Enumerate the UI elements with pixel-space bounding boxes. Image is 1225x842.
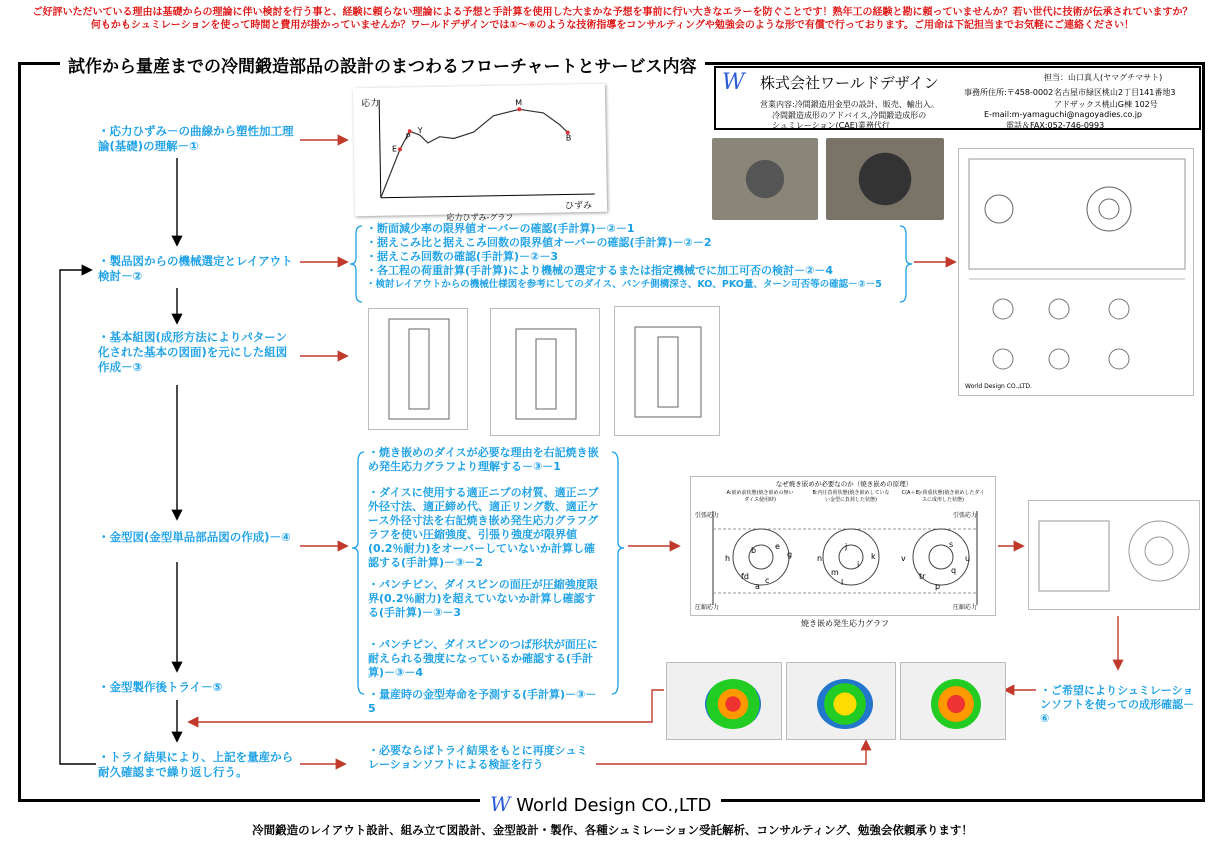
graph2-label-j: j <box>845 542 848 551</box>
service-2-3: ・据えこみ回数の確認(手計算)－②－3 <box>366 250 559 263</box>
die-drawing <box>1028 500 1200 610</box>
graph2-label-h: h <box>725 554 731 563</box>
graph2-label-e: e <box>775 542 780 551</box>
graph2-compression: 圧縮応力 <box>695 604 720 611</box>
sim-result-2 <box>817 679 873 729</box>
sim-screenshot-1 <box>666 662 782 740</box>
step-5: ・金型製作後トライ－⑤ <box>98 680 223 694</box>
part-photo-1 <box>712 138 818 220</box>
company-email: E-mail:m-yamaguchi@nagoyadies.co.jp <box>984 110 1142 119</box>
graph1-xlabel: ひずみ <box>564 201 593 212</box>
company-address-label: 事務所住所:〒458-0002 <box>964 88 1054 97</box>
graph2-col-a: A:嵌め前状態(焼き嵌めの無いダイス使用時) <box>726 490 794 503</box>
graph2-compression-right: 圧縮応力 <box>953 604 978 611</box>
point-m <box>517 107 521 111</box>
service-4-2: ・ダイスに使用する適正ニブの材質、適正ニブ外径寸法、適正締め代、適正リング数、適正ケース外径寸法を右記焼き嵌め発生応力グラフグラフを使い圧縮強度、引張り強度が限界値(0.2％耐力)をオーバーしていないか計算し確認する(手計算)－③－2 <box>368 486 599 569</box>
sim-retry: ・必要ならばトライ結果をもとに再度シュミレーションソフトによる検証を行う <box>368 744 588 771</box>
company-phone: 電話＆FAX:052-746-0993 <box>1006 121 1105 130</box>
label-b: B <box>565 133 572 143</box>
graph2-label-i: i <box>857 560 860 569</box>
graph2-label-m: m <box>831 568 839 577</box>
footer-logo-icon: W <box>490 792 511 816</box>
service-2-4: ・各工程の荷重計算(手計算)により機械の選定するまたは指定機械でに加工可否の検討－②－4 <box>366 264 834 277</box>
assembly-drawing-1 <box>368 308 468 430</box>
graph2-label-a: a <box>755 582 760 591</box>
step-6: ・トライ結果により、上記を量産から耐久確認まで繰り返し行う。 <box>98 750 294 779</box>
company-address-2: アドザックス桃山G棟 102号 <box>1054 100 1158 109</box>
step-4: ・金型図(金型単品部品図の作成)－④ <box>98 530 291 544</box>
assembly-sketch-3 <box>615 307 721 437</box>
graph2-label-q: q <box>951 566 957 575</box>
graph2-caption: 焼き嵌め発生応力グラフ <box>801 619 889 628</box>
page-title: 試作から量産までの冷間鍛造部品の設計のまつわるフローチャートとサービス内容 <box>60 52 705 77</box>
graph2-label-l: l <box>841 578 844 587</box>
assembly-drawing-3 <box>614 306 720 436</box>
die-drawing-sketch <box>1029 501 1201 611</box>
assembly-sketch-1 <box>369 309 469 431</box>
label-y: Y <box>417 126 423 136</box>
graph2-label-k: k <box>871 552 876 561</box>
product-drawing-sketch <box>959 149 1195 397</box>
service-2-1: ・断面減少率の限界値オーバーの確認(手計算)－②－1 <box>366 222 635 235</box>
stress-strain-plot <box>353 84 607 216</box>
product-drawing-watermark: World Design CO.,LTD. <box>965 383 1032 390</box>
label-p: P <box>405 132 411 142</box>
graph1-ylabel: 応力 <box>361 98 380 110</box>
graph2-label-b: b <box>751 546 757 555</box>
sim-request: ・ご希望によりシュミレーションソフトを使っての成形確認－⑥ <box>1040 684 1194 725</box>
sim-screenshot-2 <box>786 662 896 740</box>
graph2-col-c: C(A＋B):荷重状態(焼き嵌めしたダイスに成形した状態) <box>901 490 985 503</box>
graph2-tension-right: 引張応力 <box>953 512 978 519</box>
service-4-4: ・パンチピン、ダイスピンのつば形状が面圧に耐えられる強度になっているか確認する(手計算)－③－4 <box>368 638 598 679</box>
step-3: ・基本組図(成形方法によりパターン化された基本の図面)を元にした組図作成－③ <box>98 330 288 374</box>
sim-result-1 <box>705 679 761 729</box>
graph1-caption: 応力ひずみ-グラフ <box>446 213 514 222</box>
graph2-label-u: u <box>965 554 971 563</box>
part-photo-2 <box>826 138 944 220</box>
sim-result-3 <box>931 679 981 729</box>
graph2-label-v: v <box>901 554 906 563</box>
company-logo-icon: W <box>722 70 745 95</box>
intro-line-2: 何もかもシュミレーションを使って時間と費用が掛かっていませんか？ワールドデザインでは①～⑥のような技術指導をコンサルティングや勉強会のような形で有償で行っております。ご用命は下記担当までお気軽にご連絡ください！ <box>90 20 1135 31</box>
graph2-label-g: g <box>787 550 793 559</box>
sim-screenshot-3 <box>900 662 1006 740</box>
label-e: E <box>391 144 398 154</box>
footer-tagline: 冷間鍛造のレイアウト設計、組み立て図設計、金型設計・製作、各種シュミレーション受託解析、コンサルティング、勉強会依頼承ります！ <box>252 823 973 837</box>
graph2-label-p: p <box>935 582 941 591</box>
service-2-2: ・据えこみ比と据えこみ回数の限界値オーバーの確認(手計算)－②－2 <box>366 236 712 249</box>
stress-strain-graph <box>353 84 607 216</box>
company-contact: 担当：山口真人(ヤマグチマサト) <box>1044 73 1163 82</box>
step-2: ・製品図からの機械選定とレイアウト検討－② <box>98 254 293 283</box>
company-address-1: 名古屋市緑区桃山2丁目141番地3 <box>1054 88 1176 97</box>
service-4-3: ・パンチピン、ダイスピンの面圧が圧縮強度限界(0.2％耐力)を超えていないか計算し確認する(手計算)－③－3 <box>368 578 598 619</box>
graph2-label-tr: tr <box>919 572 926 581</box>
service-4-1: ・焼き嵌めのダイスが必要な理由を右記焼き嵌め発生応力グラフより理解する－③－1 <box>368 446 599 473</box>
service-2-5: ・検討レイアウトからの機械仕様図を参考にしてのダイス、パンチ側構深さ、KO、PKO量、ターン可否等の確認－②－5 <box>366 279 882 290</box>
footer-logo-text: World Design CO.,LTD <box>516 795 712 816</box>
step-1: ・応力ひずみ－の曲線から塑性加工理論(基礎)の理解－① <box>98 124 294 153</box>
graph2-label-n: n <box>817 554 823 563</box>
service-4-5: ・量産時の金型寿命を予測する(手計算)－③－5 <box>368 688 597 715</box>
graph2-col-b: B:内圧負荷状態(焼き嵌めしていない金型に負荷した状態) <box>812 490 890 503</box>
company-name: 株式会社ワールドデザイン <box>760 74 939 92</box>
company-advice: 冷間鍛造成形のアドバイス,冷間鍛造成形の <box>772 111 927 120</box>
graph2-label-c: c <box>765 576 770 585</box>
graph2-label-s: s <box>949 540 954 549</box>
graph2-tension: 引張応力 <box>695 512 720 519</box>
assembly-sketch-2 <box>491 309 601 437</box>
label-m: M <box>515 98 523 108</box>
graph2-title: なぜ焼き嵌めが必要なのか（焼き嵌めの原理） <box>775 480 913 488</box>
company-simulation: シュミレーション(CAE)業務代行 <box>772 121 890 130</box>
footer-logo <box>480 792 721 816</box>
intro-line-1: ご好評いただいている理由は基礎からの理論に伴い検討を行う事と、経験に頼らない理論による予想と手計算を使用した大まかな予想を事前に行い大きなエラーを防ぐことです！熟年工の経験と勘に頼っていませんか？若い世代に技術が伝承されていますか？ <box>32 7 1193 18</box>
graph2-label-fd: fd <box>741 572 749 581</box>
product-drawing <box>958 148 1194 396</box>
assembly-drawing-2 <box>490 308 600 436</box>
company-business: 営業内容:冷間鍛造用金型の設計、販売、輸出入。 <box>760 100 939 109</box>
shrink-fit-graph <box>690 476 996 616</box>
